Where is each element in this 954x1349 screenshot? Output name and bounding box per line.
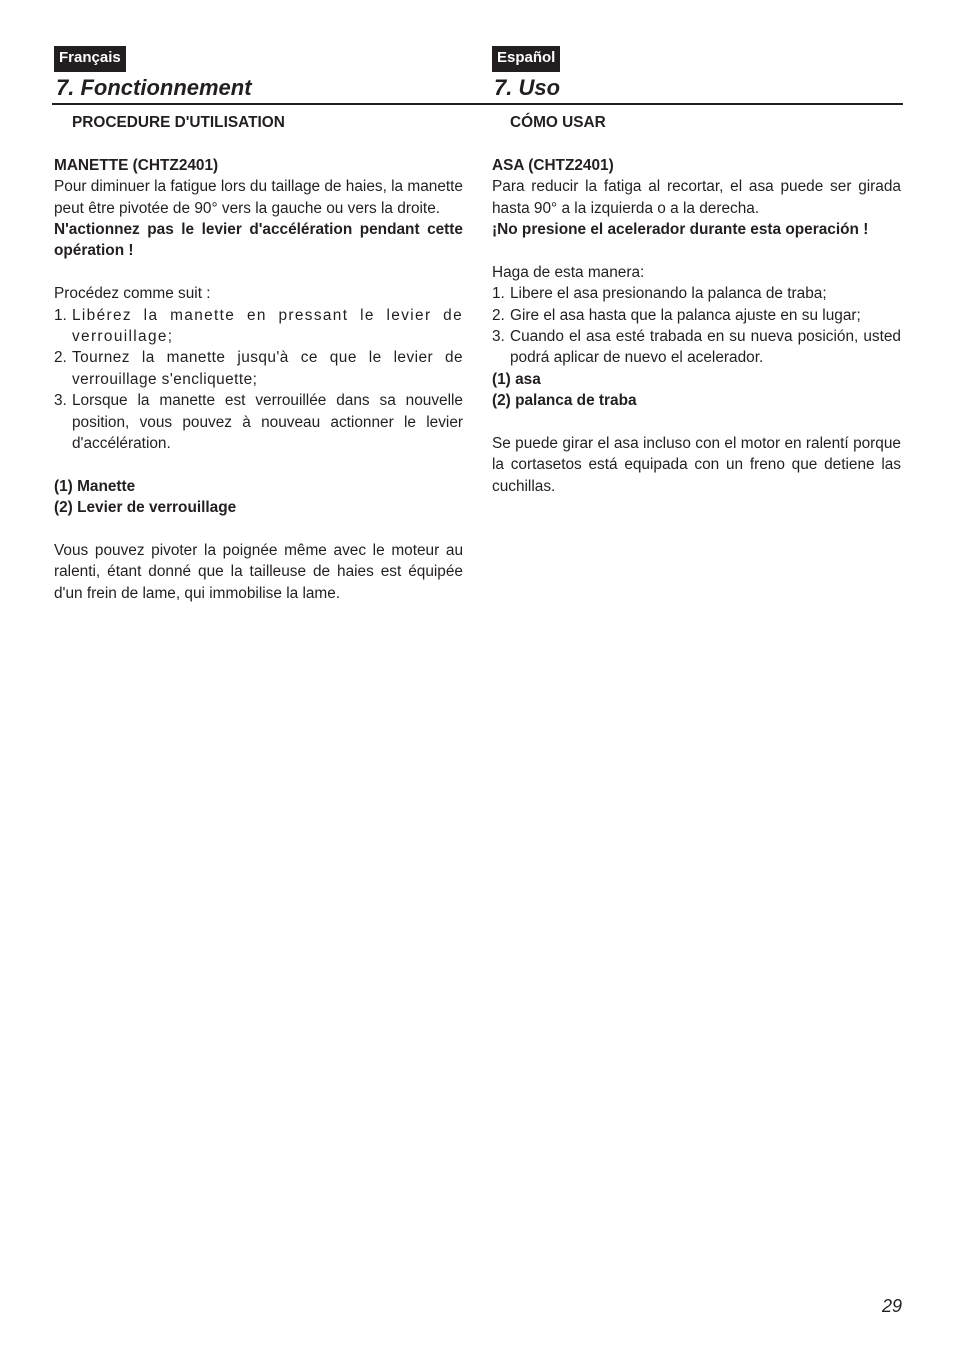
subheading-spanish: CÓMO USAR: [510, 114, 606, 131]
french-body: [54, 112, 463, 604]
procedure-intro-spanish: Haga de esta manera:: [492, 263, 645, 281]
language-tab-french: Français: [54, 46, 126, 72]
step-item: [492, 305, 901, 326]
section-title-french: 7. Fonctionnement: [56, 75, 252, 100]
intro-spanish: Para reducir la fatiga al recortar, el asa puede ser girada hasta 90° a la izquierda o a la derecha.: [492, 178, 901, 217]
step-number: 3.: [492, 328, 505, 346]
step-text: Libérez la manette en pressant le levier de verrouillage;: [72, 306, 463, 346]
procedure-intro-french: Procédez comme suit :: [54, 285, 211, 303]
step-text: Cuando el asa esté trabada en su nueva posición, usted podrá aplicar de nuevo el acelerador.: [510, 328, 901, 367]
legend-item: (2) palanca de traba: [492, 392, 637, 410]
legend-item: (1) asa: [492, 370, 541, 388]
intro-french: Pour diminuer la fatigue lors du taillage de haies, la manette peut être pivotée de 90° vers la gauche ou vers la droite.: [54, 178, 463, 217]
language-tab-spanish: Español: [492, 46, 560, 72]
step-number: 1.: [54, 306, 67, 324]
warning-spanish: ¡No presione el acelerador durante esta operación !: [492, 221, 869, 239]
steps-list-french: [54, 305, 463, 455]
spanish-body: [492, 112, 901, 497]
spanish-column: [492, 46, 901, 495]
step-item: [54, 305, 463, 348]
steps-list-spanish: [492, 283, 901, 369]
step-number: 2.: [492, 306, 505, 324]
step-text: Libere el asa presionando la palanca de traba;: [510, 285, 827, 303]
step-item: [54, 347, 463, 390]
legend-item: (1) Manette: [54, 477, 136, 495]
note-french: Vous pouvez pivoter la poignée même avec le moteur au ralenti, étant donné que la tailleuse de haies est équipée d'un frein de lame, qui immobilise la lame.: [54, 542, 463, 602]
step-text: Lorsque la manette est verrouillée dans sa nouvelle position, vous pouvez à nouveau actionner le levier d'accélération.: [72, 392, 463, 453]
step-item: [492, 283, 901, 304]
handle-heading-spanish: ASA (CHTZ2401): [492, 156, 614, 174]
step-item: [492, 326, 901, 369]
warning-french: N'actionnez pas le levier d'accélération pendant cette opération !: [54, 221, 463, 260]
french-column: [54, 46, 463, 602]
section-title-spanish: 7. Uso: [494, 75, 561, 100]
step-text: Tournez la manette jusqu'à ce que le levier de verrouillage s'encliquette;: [72, 349, 463, 388]
legend-item: (2) Levier de verrouillage: [54, 499, 237, 517]
step-item: [54, 390, 463, 454]
handle-heading-french: MANETTE (CHTZ2401): [54, 156, 219, 174]
subheading-french: PROCEDURE D'UTILISATION: [72, 114, 285, 131]
step-number: 1.: [492, 285, 505, 303]
header-divider: [52, 103, 903, 105]
note-spanish: Se puede girar el asa incluso con el motor en ralentí porque la cortasetos está equipada con un freno que detiene las cuchillas.: [492, 435, 901, 495]
step-number: 3.: [54, 392, 67, 410]
step-text: Gire el asa hasta que la palanca ajuste en su lugar;: [510, 306, 861, 324]
step-number: 2.: [54, 349, 67, 367]
page-number: 29: [881, 1296, 902, 1316]
